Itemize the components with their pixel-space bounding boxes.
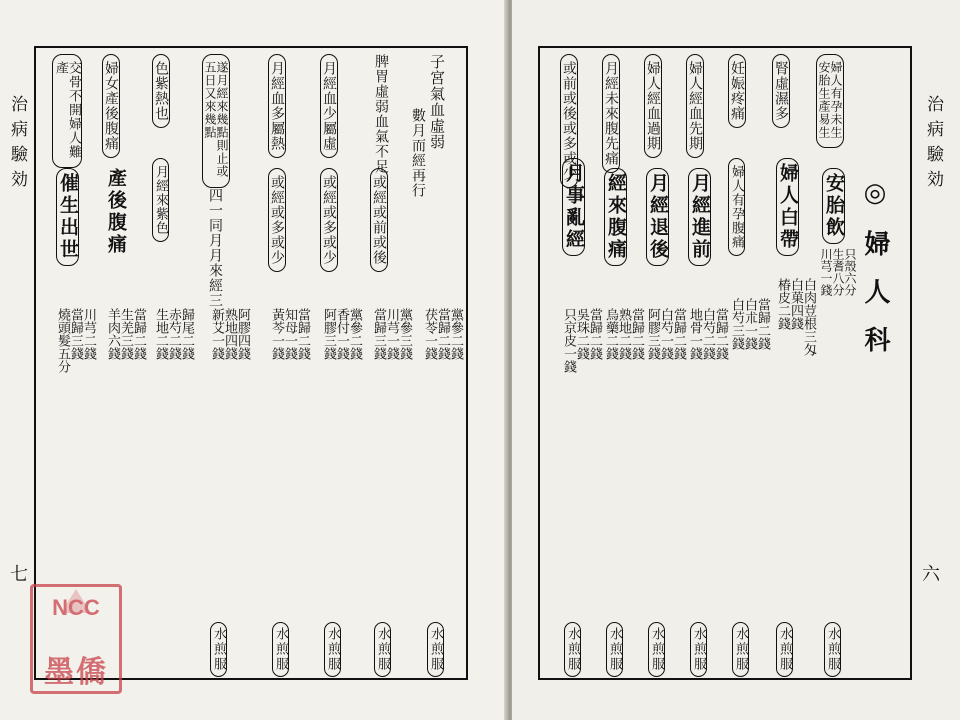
herb: 地骨一錢 — [687, 308, 702, 360]
herb: 燒頭髮五分 — [55, 308, 70, 373]
herb: 吳珠二錢 — [574, 308, 589, 360]
herb: 生羌三錢 — [118, 308, 133, 360]
entry-herbs — [423, 308, 462, 370]
herb: 黨參三錢 — [397, 308, 412, 360]
right-entry-2 — [768, 48, 816, 678]
left-entry-5 — [196, 48, 252, 678]
right-entry-7 — [556, 48, 602, 678]
herb: 新艾一錢 — [209, 308, 224, 360]
entry-herbs — [730, 298, 769, 360]
entry-herbs — [270, 308, 309, 370]
herb: 熟地四錢 — [222, 308, 237, 360]
herb: 知母一錢 — [282, 308, 297, 360]
herb: 歸尾二錢 — [179, 308, 194, 360]
entry-herbs — [646, 308, 685, 370]
prescription-title: 產後腹痛 — [105, 168, 127, 256]
entry-note: 或經或多或少 — [320, 168, 338, 272]
entry-condition: 遂月經來幾點則止或五日又來幾點 — [202, 54, 230, 188]
herb: 生地二錢 — [153, 308, 168, 360]
entry-herbs — [820, 248, 856, 306]
stamp-chinese-text: 墨僑 — [44, 655, 108, 690]
herb: 熟地二錢 — [616, 308, 631, 360]
herb: 阿膠三錢 — [321, 308, 336, 360]
entry-condition: 婦人經血過期 — [644, 54, 662, 158]
entry-condition: 婦人有孕未生安胎生產易生 — [816, 54, 844, 148]
left-entry-2 — [366, 48, 412, 678]
entry-herbs — [776, 278, 815, 366]
entry-note: 或經或前或後 — [370, 168, 388, 272]
entry-condition: 脾胃虛弱血氣不足 — [373, 54, 389, 174]
herb: 茯苓一錢 — [422, 308, 437, 360]
entry-condition: 腎虛濕多 — [772, 54, 790, 128]
entry-note: 數月而經再行 — [410, 108, 426, 198]
dosage-label: 水煎服 — [324, 622, 341, 677]
entry-condition: 色紫熱也 — [152, 54, 170, 128]
herb: 香付一錢 — [334, 308, 349, 360]
entry-herbs — [372, 308, 411, 370]
prescription-title: 催生出世 — [56, 168, 79, 266]
herb: 川芎一錢 — [384, 308, 399, 360]
right-frame — [538, 46, 912, 680]
herb: 川芎二錢 — [81, 308, 96, 360]
dosage-label: 水煎服 — [374, 622, 391, 677]
herb: 黨參二錢 — [448, 308, 463, 360]
herb: 當歸三錢 — [68, 308, 83, 360]
herb: 只京皮一錢 — [561, 308, 576, 373]
herb: 白芍一錢 — [658, 308, 673, 360]
right-page-number: 六 — [922, 564, 940, 585]
entry-herbs — [322, 308, 361, 370]
herb: 只殼六分 — [843, 248, 857, 296]
entry-herbs — [562, 308, 601, 383]
prescription-title: 月事亂經 — [562, 158, 585, 256]
dosage-label: 水煎服 — [606, 622, 623, 677]
dosage-label: 水煎服 — [732, 622, 749, 677]
herb: 阿膠三錢 — [645, 308, 660, 360]
entry-condition: 子宮氣血虛弱 — [428, 54, 446, 150]
herb: 椿皮二錢 — [775, 278, 790, 330]
dosage-label: 水煎服 — [648, 622, 665, 677]
entry-condition: 月經未來腹先痛 — [602, 54, 620, 173]
herb: 當歸二錢 — [587, 308, 602, 360]
watermark-stamp — [30, 584, 122, 694]
herb: 生耆八分 — [831, 248, 845, 296]
herb: 當歸二錢 — [755, 298, 770, 350]
entry-herbs — [106, 308, 145, 370]
entry-note: 婦人有孕腹痛 — [728, 158, 745, 256]
left-margin-title: 治病驗効 — [7, 95, 27, 195]
entry-condition: 交骨不開婦人難產 — [52, 54, 82, 168]
herb: 白肉荳根三匁 — [801, 278, 816, 356]
entry-condition: 或前或後或多或少 — [560, 54, 578, 188]
entry-note: 或經或多或少 — [268, 168, 286, 272]
left-entry-3 — [316, 48, 362, 678]
herb: 當歸三錢 — [371, 308, 386, 360]
prescription-title: 安胎飲 — [822, 168, 845, 244]
dosage-label: 水煎服 — [427, 622, 444, 677]
herb: 當歸二錢 — [131, 308, 146, 360]
herb: 阿膠四錢 — [235, 308, 250, 360]
entry-note: 四一同月月來經三 — [207, 188, 223, 308]
herb: 白菓四錢 — [788, 278, 803, 330]
dosage-label: 水煎服 — [210, 622, 227, 677]
entry-herbs — [210, 308, 249, 370]
herb: 赤芍二錢 — [166, 308, 181, 360]
herb: 白芍二錢 — [700, 308, 715, 360]
right-entry-5 — [640, 48, 686, 678]
left-entry-6 — [148, 48, 194, 678]
left-entry-4 — [264, 48, 310, 678]
entry-herbs — [604, 308, 643, 370]
herb: 烏藥二錢 — [603, 308, 618, 360]
right-entry-1 — [812, 48, 856, 678]
entry-condition: 月經血多屬熱 — [268, 54, 286, 158]
dosage-label: 水煎服 — [776, 622, 793, 677]
entry-herbs — [688, 308, 727, 370]
entry-condition: 婦人經血先期 — [686, 54, 704, 158]
left-page-number: 七 — [10, 564, 28, 585]
herb: 當歸二錢 — [671, 308, 686, 360]
entry-condition: 妊娠疼痛 — [728, 54, 746, 128]
herb: 當歸二錢 — [295, 308, 310, 360]
right-margin-title: 治病驗効 — [923, 95, 943, 195]
herb: 羊肉六錢 — [105, 308, 120, 360]
prescription-title: 月經退後 — [646, 168, 669, 266]
stamp-latin-text: NCC — [52, 595, 100, 620]
herb: 黃芩一錢 — [269, 308, 284, 360]
dosage-label: 水煎服 — [272, 622, 289, 677]
entry-herbs — [56, 308, 95, 383]
herb: 黨參二錢 — [347, 308, 362, 360]
prescription-title: 經來腹痛 — [604, 168, 627, 266]
entry-herbs — [154, 308, 193, 370]
left-entry-1 — [410, 48, 463, 678]
dosage-label: 水煎服 — [824, 622, 841, 677]
herb: 當歸二錢 — [713, 308, 728, 360]
prescription-title: 月經進前 — [688, 168, 711, 266]
prescription-title: 婦人白帶 — [776, 158, 799, 256]
herb: 白芍三錢 — [729, 298, 744, 350]
right-entry-6 — [598, 48, 644, 678]
right-entry-3 — [724, 48, 770, 678]
herb: 川芎一錢 — [819, 248, 833, 296]
dosage-label: 水煎服 — [564, 622, 581, 677]
herb: 當歸二錢 — [435, 308, 450, 360]
entry-condition: 婦女產後腹痛 — [102, 54, 120, 158]
entry-condition: 月經血少屬虛 — [320, 54, 338, 158]
herb: 白朮一錢 — [742, 298, 757, 350]
herb: 當歸二錢 — [629, 308, 644, 360]
section-title: ◎婦人科 — [860, 178, 890, 374]
right-entry-4 — [682, 48, 728, 678]
right-page — [512, 0, 960, 720]
entry-note: 月經來紫色 — [152, 158, 169, 242]
dosage-label: 水煎服 — [690, 622, 707, 677]
